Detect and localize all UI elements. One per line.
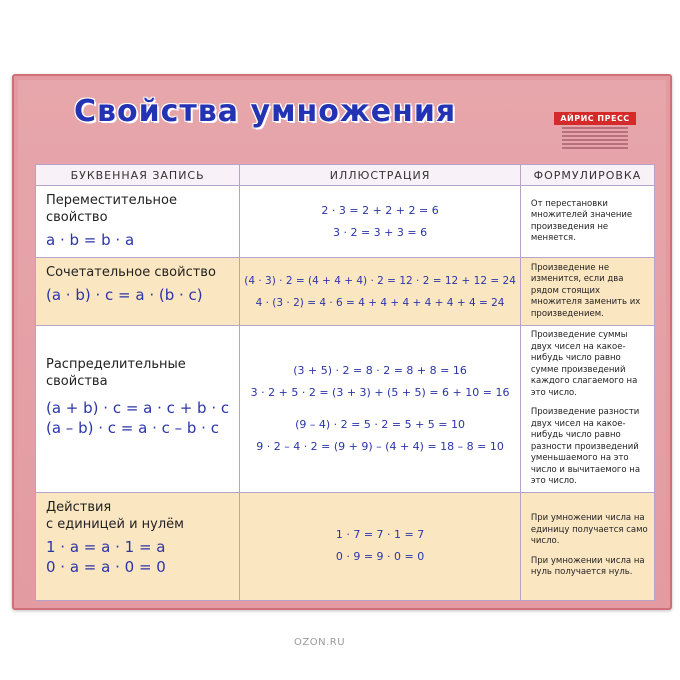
column-header-illustration: ИЛЛЮСТРАЦИЯ <box>240 165 521 186</box>
illustration-cell <box>240 258 521 326</box>
table-row <box>36 258 655 326</box>
example-equation: 3 · 2 + 5 · 2 = (3 + 3) + (5 + 5) = 6 + 10 = 16 <box>250 385 510 399</box>
property-formula: (a – b) · c = a · c – b · c <box>46 419 219 437</box>
wording-text: Произведение не изменится, если два рядом стоящих множителя заменить их произведением. <box>530 262 641 319</box>
property-formula: 0 · a = a · 0 = 0 <box>46 557 166 576</box>
poster <box>12 74 672 610</box>
wording-cell <box>520 326 654 493</box>
example-equation: (4 · 3) · 2 = (4 + 4 + 4) · 2 = 12 · 2 = 12 + 12 = 24 <box>244 274 516 287</box>
property-name-line: Действия <box>46 499 112 515</box>
wording-text: При умножении числа на единицу получается само число. <box>530 513 648 547</box>
watermark: OZON.RU <box>294 637 346 648</box>
property-formula: (a + b) · c = a · c + b · c <box>46 399 230 417</box>
wording-cell <box>520 186 654 258</box>
property-name-line: Сочетательное свойство <box>46 265 216 280</box>
property-name-line: свойство <box>46 210 108 225</box>
poster-title: Свойства умножения <box>74 94 457 129</box>
property-formula: (a · b) · c = a · (b · c) <box>46 286 203 304</box>
property-formula: 1 · a = a · 1 = a <box>46 537 166 556</box>
table-header-row <box>36 165 655 186</box>
example-equation: 9 · 2 – 4 · 2 = (9 + 9) – (4 + 4) = 18 – 8 = 10 <box>256 439 504 453</box>
property-name-line: Распределительные <box>46 357 186 372</box>
wording-text: От перестановки множителей значение произведения не меняется. <box>530 198 633 243</box>
property-formula: a · b = b · a <box>46 231 135 249</box>
wording-text: Произведение разности двух чисел на какое-нибудь число равно разности произведений уменьшаемого на это число и вычитаемого на это число. <box>530 407 641 486</box>
column-header-wording: ФОРМУЛИРОВКА <box>520 165 654 186</box>
property-name-cell <box>36 326 240 493</box>
publisher-block <box>554 112 636 149</box>
property-name-line: с единицей и нулём <box>46 516 184 532</box>
table-row <box>36 326 655 493</box>
example-equation: 1 · 7 = 7 · 1 = 7 <box>335 528 425 541</box>
illustration-cell <box>240 326 521 493</box>
wording-text: При умножении числа на нуль получается нуль. <box>530 555 645 578</box>
property-name-cell <box>36 492 240 600</box>
publisher-logo: АЙРИС ПРЕСС <box>554 112 636 125</box>
property-name-line: свойства <box>46 374 108 389</box>
illustration-cell <box>240 186 521 258</box>
publisher-fine-print <box>554 127 636 149</box>
properties-table <box>35 164 655 601</box>
example-equation: 3 · 2 = 3 + 3 = 6 <box>332 225 428 239</box>
illustration-cell <box>240 492 521 600</box>
wording-cell <box>520 492 654 600</box>
wording-text: Произведение суммы двух чисел на какое-нибудь число равно сумме произведений каждого слагаемого на это число. <box>530 330 638 398</box>
column-header-notation: БУКВЕННАЯ ЗАПИСЬ <box>36 165 240 186</box>
table-row <box>36 492 655 600</box>
example-equation: 2 · 3 = 2 + 2 + 2 = 6 <box>321 203 439 217</box>
property-name-line: Переместительное <box>46 193 177 208</box>
example-equation: 0 · 9 = 9 · 0 = 0 <box>335 550 425 563</box>
wording-cell <box>520 258 654 326</box>
table-row <box>36 186 655 258</box>
example-equation: 4 · (3 · 2) = 4 · 6 = 4 + 4 + 4 + 4 + 4 + 4 = 24 <box>255 296 505 309</box>
example-equation: (9 – 4) · 2 = 5 · 2 = 5 + 5 = 10 <box>295 417 465 431</box>
property-name-cell <box>36 186 240 258</box>
example-equation: (3 + 5) · 2 = 8 · 2 = 8 + 8 = 16 <box>293 363 467 377</box>
poster-background <box>18 80 666 604</box>
property-name-cell <box>36 258 240 326</box>
